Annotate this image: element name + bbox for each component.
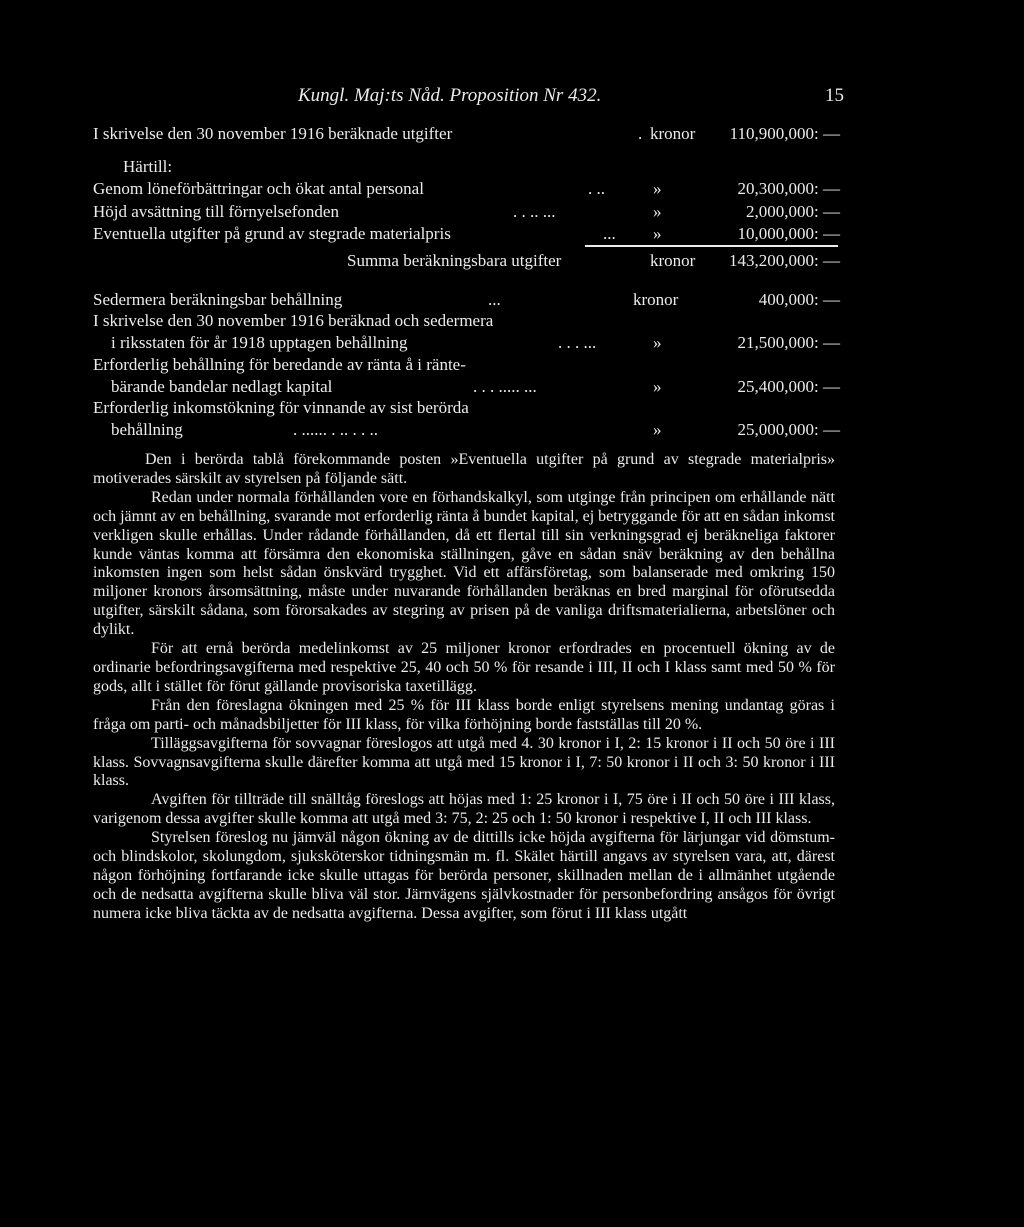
row-amount: 21,500,000: — — [737, 333, 840, 352]
paragraph: Redan under normala förhållanden vore en förhandskalkyl, som utginge från principen om erhållande nätt och jämnt av en behållning, svarande mot erforderlig ränta å bundet kapital, ej betryggande för att en sådan inkomst verkligen skulle erhållas. Under rådande förhållanden, då ett flertal till sin verkningsgrad ej beräkneliga faktorer kunde väntas komma att försämra den ekonomiska ställningen, gåve en sådan snäv beräkning av den behållna inkomsten ingen som helst sådan önskvärd trygghet. Vid ett affärsföretag, som balanserade med omkring 150 miljoner kronors årsomsättning, måste under nuvarande förhållanden beräknas en bred marginal för oförutsedda utgifter, särskilt sådana, som förorsakades av stegring av prisen på de vanliga driftsmaterialierna, arbetslöner och dylikt. — [93, 488, 835, 639]
row-dots: . . .. ... — [513, 202, 556, 221]
table-row — [93, 354, 840, 376]
table-row-continuation — [93, 419, 840, 441]
page-number: 15 — [825, 85, 844, 106]
row-currency: kronor — [650, 124, 696, 143]
row-dots: . — [638, 124, 643, 143]
table-row — [93, 178, 840, 200]
table-row — [93, 289, 840, 311]
table-row — [93, 123, 840, 145]
paragraph: Från den föreslagna ökningen med 25 % för III klass borde enligt styrelsens mening undantag göras i fråga om parti- och månadsbiljetter för III klass, för vilka förhöjning borde fastställas till 20 %. — [93, 696, 835, 733]
running-title: Kungl. Maj:ts Nåd. Proposition Nr 432. — [298, 85, 602, 106]
row-label: Genom löneförbättringar och ökat antal personal — [93, 179, 424, 198]
row-amount: 10,000,000: — — [737, 224, 840, 243]
table-row-continuation — [93, 332, 840, 354]
table-row — [93, 156, 840, 178]
row-amount: 25,400,000: — — [737, 377, 840, 396]
row-label: i riksstaten för år 1918 upptagen behållning — [111, 333, 408, 352]
row-amount: 20,300,000: — — [737, 179, 840, 198]
row-currency: » — [653, 179, 662, 198]
row-label: Eventuella utgifter på grund av stegrade materialpris — [93, 224, 451, 243]
row-dots: ... — [488, 290, 501, 309]
row-dots: . . . ..... ... — [473, 377, 537, 396]
row-amount: 400,000: — — [758, 290, 840, 309]
summary-currency: kronor — [650, 251, 696, 270]
row-currency: » — [653, 377, 662, 396]
row-dots: . .. — [588, 179, 605, 198]
row-currency: » — [653, 333, 662, 352]
table-row — [93, 397, 840, 419]
row-dots: . . . ... — [558, 333, 597, 352]
row-dots: . ...... . .. . . .. — [293, 420, 378, 439]
row-currency: » — [653, 224, 662, 243]
sum-rule — [585, 245, 838, 247]
row-label: Erforderlig inkomstökning för vinnande av sist berörda — [93, 398, 469, 417]
page-header — [0, 85, 1024, 111]
row-currency: kronor — [633, 290, 679, 309]
paragraph: Styrelsen föreslog nu jämväl någon ökning av de dittills icke höjda avgifterna för lärjungar vid dömstum- och blindskolor, skolungdom, sjuksköterskor tidningsmän m. fl. Skälet härtill angavs av styrelsen vara, att, därest någon förhöjning fortfarande icke skulle uttagas för berörda personer, skillnaden mellan de i allmänhet utgående och de nedsatta avgifterna skulle bliva väl stor. Järnvägens självkostnader för personbefordring ansågos för övrigt numera icke bliva täckta av de nedsatta avgifterna. Dessa avgifter, som förut i III klass utgått — [93, 829, 835, 922]
row-currency: » — [653, 420, 662, 439]
body-text — [93, 451, 835, 924]
paragraph: Avgiften för tillträde till snälltåg föreslogs att höjas med 1: 25 kronor i I, 75 öre i II och 50 öre i III klass, varigenom dessa avgifter skulle komma att utgå med 3: 75, 2: 25 och 1: 50 kronor i respektive I, II och III klass. — [93, 791, 835, 828]
table-row — [93, 223, 840, 245]
row-label: Erforderlig behållning för beredande av ränta å i ränte- — [93, 355, 466, 374]
paragraph: För att ernå berörda medelinkomst av 25 miljoner kronor erfordrades en procentuell ökning av de ordinarie befordringsavgifterna med respektive 25, 40 och 50 % för resande i III, II och I klass samt med 50 % för gods, allt i stället för förut gällande provisoriska taxetillägg. — [93, 640, 835, 695]
row-amount: 25,000,000: — — [737, 420, 840, 439]
row-amount: 110,900,000: — — [729, 124, 840, 143]
row-amount: 2,000,000: — — [746, 202, 840, 221]
summary-label: Summa beräkningsbara utgifter — [347, 251, 562, 270]
row-label: bärande bandelar nedlagt kapital — [111, 377, 333, 396]
row-currency: » — [653, 202, 662, 221]
row-dots: ... — [603, 224, 616, 243]
summary-row — [93, 250, 840, 272]
row-label: Härtill: — [123, 157, 173, 176]
paragraph: Tilläggsavgifterna för sovvagnar föreslogos att utgå med 4. 30 kronor i I, 2: 15 kronor i II och 50 öre i III klass. Sovvagnsavgifterna skulle därefter komma att utgå med 15 kronor i I, 7: 50 kronor i II och 3: 50 kronor i III klass. — [93, 734, 835, 790]
row-label: Sedermera beräkningsbar behållning — [93, 290, 343, 309]
table-row — [93, 201, 840, 223]
summary-amount: 143,200,000: — — [729, 251, 840, 270]
row-label: I skrivelse den 30 november 1916 beräknade utgifter — [93, 124, 453, 143]
row-label: I skrivelse den 30 november 1916 beräknad och sedermera — [93, 311, 494, 330]
row-label: behållning — [111, 420, 183, 439]
paragraph: Den i berörda tablå förekommande posten »Eventuella utgifter på grund av stegrade materialpris» motiverades särskilt av styrelsen på följande sätt. — [93, 451, 835, 487]
table-row — [93, 310, 840, 332]
table-row-continuation — [93, 376, 840, 398]
row-label: Höjd avsättning till förnyelsefonden — [93, 202, 339, 221]
